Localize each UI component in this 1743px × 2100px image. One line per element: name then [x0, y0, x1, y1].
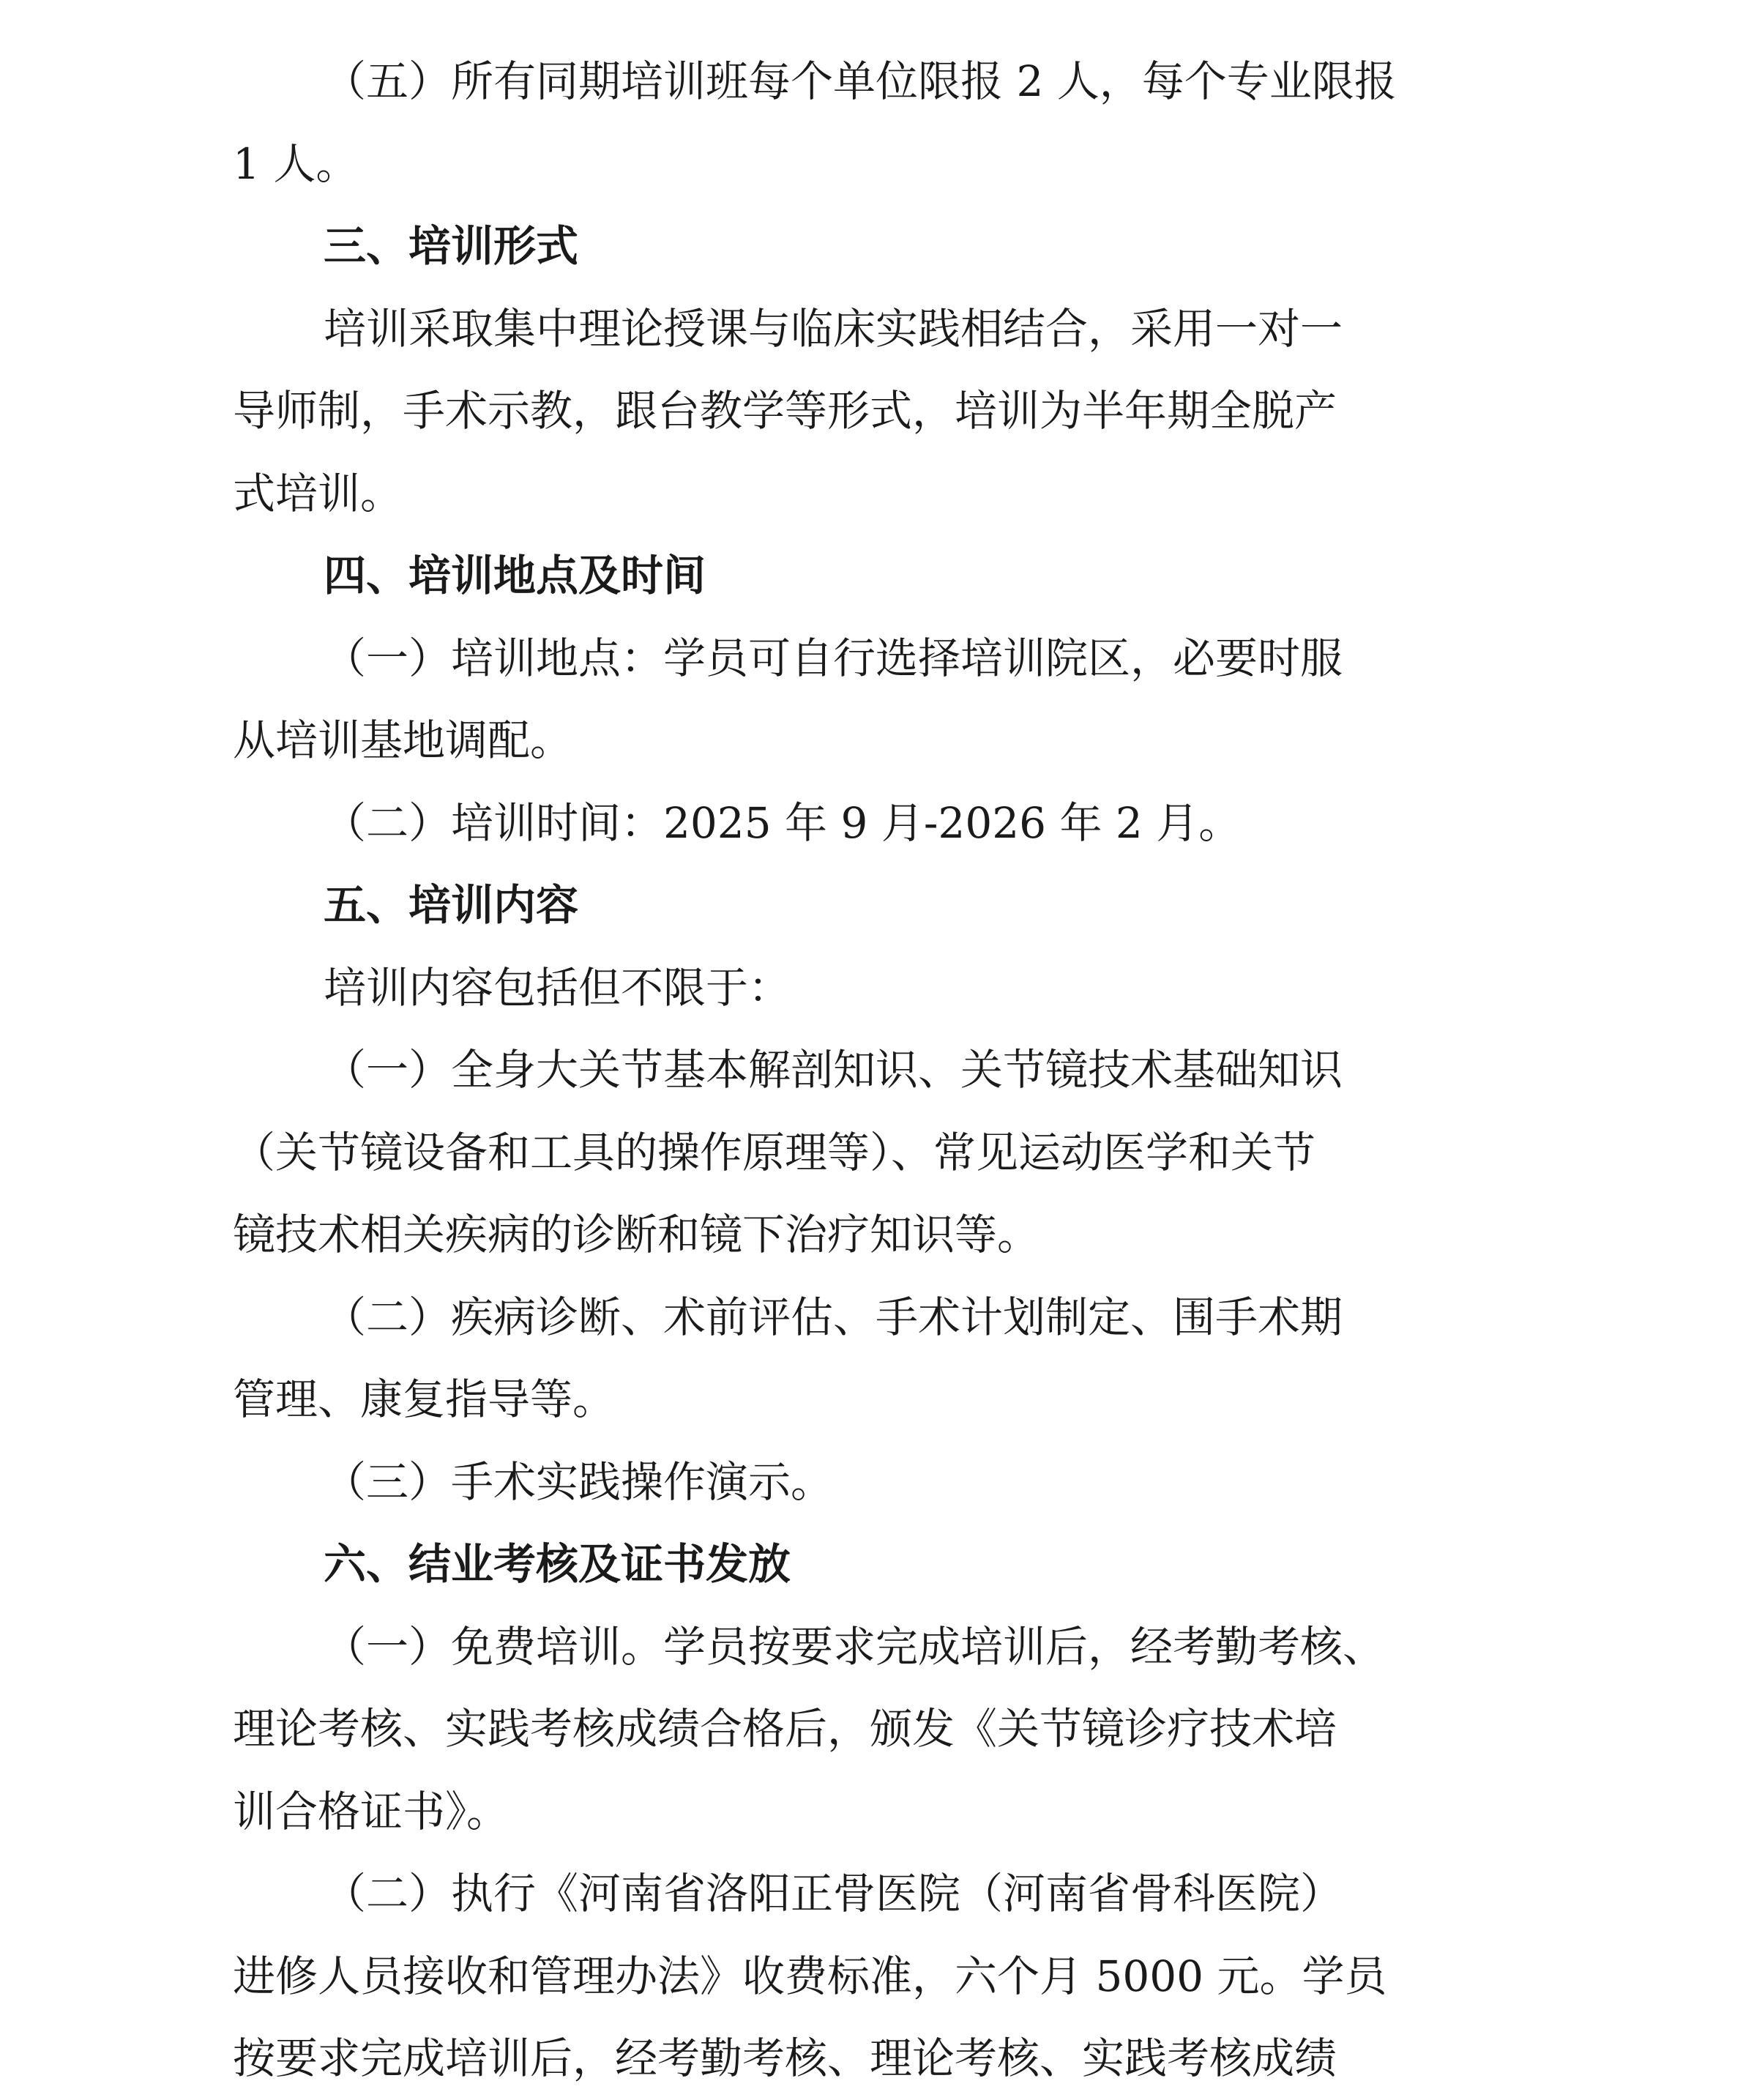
paragraph-line: 进修人员接收和管理办法》收费标准，六个月 5000 元。学员: [233, 1951, 1387, 2001]
paragraph-line: （一）全身大关节基本解剖知识、关节镜技术基础知识: [324, 1045, 1343, 1095]
paragraph-line: 式培训。: [233, 468, 403, 518]
paragraph-line: （二）培训时间：2025 年 9 月-2026 年 2 月。: [324, 797, 1242, 848]
paragraph-line: （三）手术实践操作演示。: [324, 1456, 834, 1507]
paragraph-line: 训合格证书》。: [233, 1786, 510, 1836]
paragraph-line: 导师制，手术示教，跟台教学等形式，培训为半年期全脱产: [233, 386, 1337, 436]
section-heading: 三、培训形式: [324, 221, 579, 271]
paragraph-line: （二）执行《河南省洛阳正骨医院（河南省骨科医院）: [324, 1869, 1343, 1918]
paragraph-line: （五）所有同期培训班每个单位限报 2 人，每个专业限报: [324, 56, 1397, 106]
section-heading: 五、培训内容: [324, 880, 579, 930]
section-heading: 六、结业考核及证书发放: [324, 1539, 791, 1589]
document-page: [233, 40, 1485, 2100]
paragraph-line: （关节镜设备和工具的操作原理等）、常见运动医学和关节: [233, 1127, 1316, 1177]
paragraph-line: 培训内容包括但不限于：: [324, 962, 791, 1013]
paragraph-line: 管理、康复指导等。: [233, 1374, 616, 1424]
paragraph-line: 从培训基地调配。: [233, 715, 573, 765]
paragraph-line: （一）培训地点：学员可自行选择培训院区，必要时服: [324, 633, 1343, 683]
paragraph-line: 培训采取集中理论授课与临床实践相结合，采用一对一: [324, 303, 1343, 354]
paragraph-line: （二）疾病诊断、术前评估、手术计划制定、围手术期: [324, 1292, 1343, 1342]
paragraph-line: （一）免费培训。学员按要求完成培训后，经考勤考核、: [324, 1621, 1386, 1672]
paragraph-line: 镜技术相关疾病的诊断和镜下治疗知识等。: [233, 1210, 1040, 1259]
paragraph-line: 1 人。: [233, 138, 359, 189]
paragraph-line: 按要求完成培训后，经考勤考核、理论考核、实践考核成绩: [233, 2033, 1337, 2083]
paragraph-line: 理论考核、实践考核成绩合格后，颁发《关节镜诊疗技术培: [233, 1704, 1337, 1754]
section-heading: 四、培训地点及时间: [324, 551, 706, 600]
